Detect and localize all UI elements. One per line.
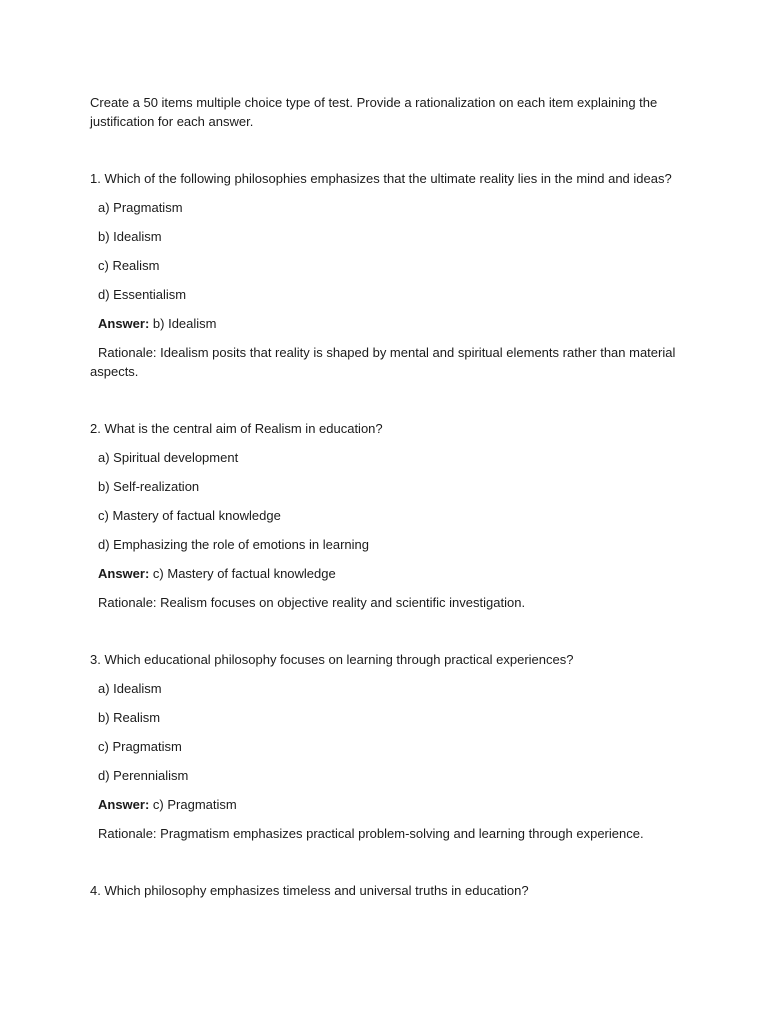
option-c: c) Mastery of factual knowledge: [98, 508, 281, 523]
answer-label: Answer:: [98, 797, 150, 812]
option-d: d) Emphasizing the role of emotions in learning: [98, 537, 369, 552]
option-a: a) Idealism: [98, 681, 162, 696]
rationale-text: Rationale: Idealism posits that reality is shaped by mental and spiritual elements rather than material aspects.: [90, 345, 676, 379]
question-text: 2. What is the central aim of Realism in education?: [90, 421, 383, 436]
answer-label: Answer:: [98, 566, 150, 581]
option-b: b) Realism: [98, 710, 161, 725]
answer-line: [98, 795, 678, 814]
option-a: a) Pragmatism: [98, 200, 183, 215]
question-item-2: [90, 419, 678, 612]
option-c: c) Pragmatism: [98, 739, 182, 754]
option-b: b) Self-realization: [98, 479, 200, 494]
question-text: 4. Which philosophy emphasizes timeless and universal truths in education?: [90, 883, 529, 898]
option-b: b) Idealism: [98, 229, 162, 244]
question-item-4: [90, 881, 678, 900]
answer-value: c) Pragmatism: [152, 797, 237, 812]
question-item-1: [90, 169, 678, 381]
answer-value: b) Idealism: [152, 316, 217, 331]
rationale-text: Rationale: Realism focuses on objective reality and scientific investigation.: [98, 595, 526, 610]
question-text: 3. Which educational philosophy focuses on learning through practical experiences?: [90, 652, 574, 667]
option-a: a) Spiritual development: [98, 450, 239, 465]
rationale-text: Rationale: Pragmatism emphasizes practical problem-solving and learning through experience.: [98, 826, 644, 841]
answer-label: Answer:: [98, 316, 150, 331]
question-text: 1. Which of the following philosophies emphasizes that the ultimate reality lies in the mind and ideas?: [90, 171, 672, 186]
question-item-3: [90, 650, 678, 843]
answer-value: c) Mastery of factual knowledge: [152, 566, 336, 581]
option-d: d) Perennialism: [98, 768, 189, 783]
answer-line: [98, 314, 678, 333]
answer-line: [98, 564, 678, 583]
option-d: d) Essentialism: [98, 287, 187, 302]
intro-instructions: Create a 50 items multiple choice type of test. Provide a rationalization on each item explaining the justification for each answer.: [90, 95, 658, 129]
option-c: c) Realism: [98, 258, 160, 273]
